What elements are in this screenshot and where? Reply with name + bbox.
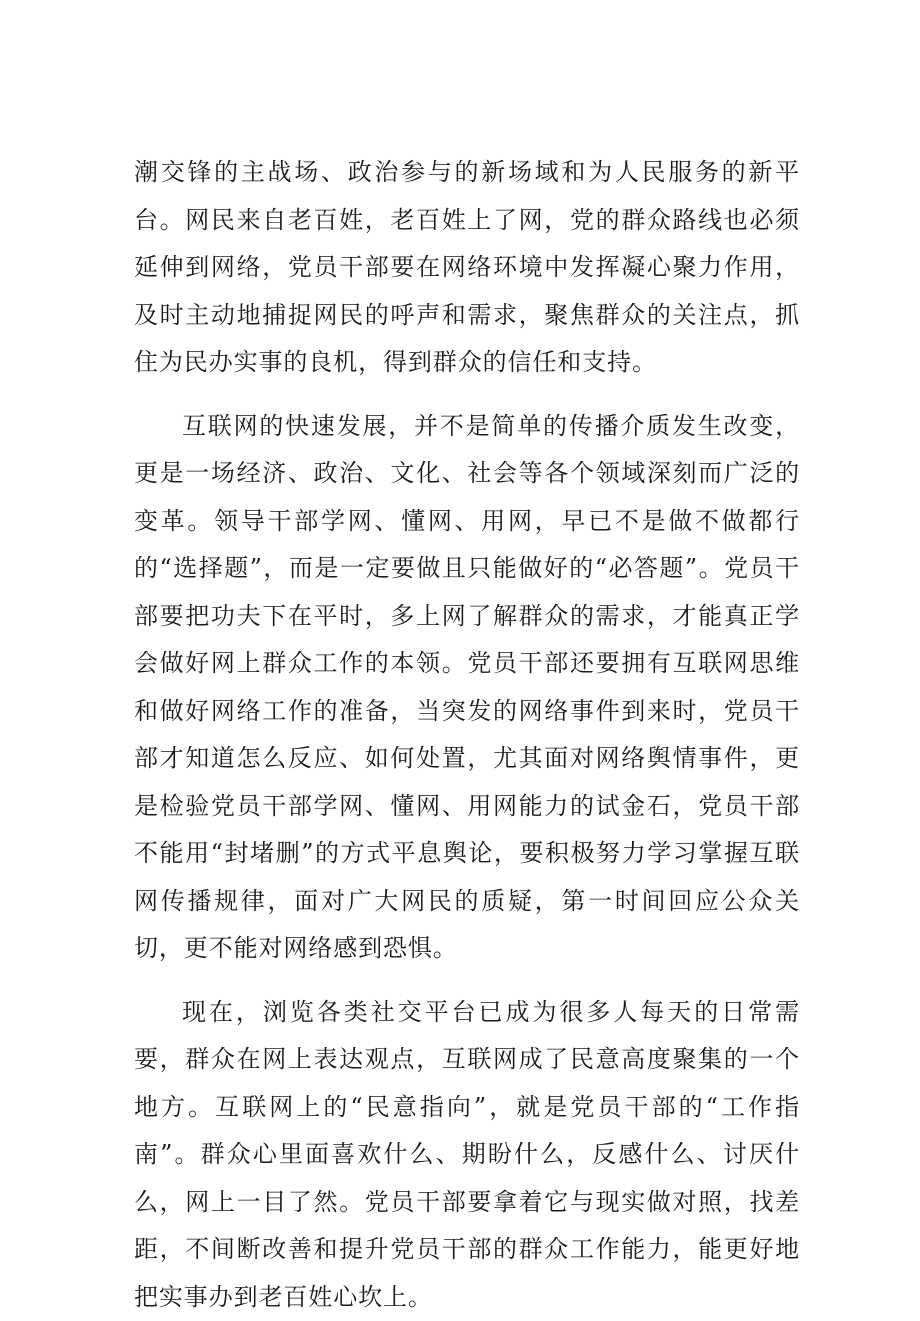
paragraph-continuation: 潮交锋的主战场、政治参与的新场域和为人民服务的新平台。网民来自老百姓，老百姓上了网，党的群众路线也必须延伸到网络，党员干部要在网络环境中发挥凝心聚力作用，及时主动地捕捉网民的呼声和需求，聚焦群众的关注点，抓住为民办实事的良机，得到群众的信任和支持。 bbox=[134, 149, 800, 387]
document-body bbox=[134, 149, 800, 1321]
paragraph-internet-development: 互联网的快速发展，并不是简单的传播介质发生改变，更是一场经济、政治、文化、社会等各个领域深刻而广泛的变革。领导干部学网、懂网、用网，早已不是做不做都行的“选择题”，而是一定要做且只能做好的“必答题”。党员干部要把功夫下在平时，多上网了解群众的需求，才能真正学会做好网上群众工作的本领。党员干部还要拥有互联网思维和做好网络工作的准备，当突发的网络事件到来时，党员干部才知道怎么反应、如何处置，尤其面对网络舆情事件，更是检验党员干部学网、懂网、用网能力的试金石，党员干部不能用“封堵删”的方式平息舆论，要积极努力学习掌握互联网传播规律，面对广大网民的质疑，第一时间回应公众关切，更不能对网络感到恐惧。 bbox=[134, 403, 800, 973]
paragraph-public-opinion: 现在，浏览各类社交平台已成为很多人每天的日常需要，群众在网上表达观点，互联网成了民意高度聚集的一个地方。互联网上的“民意指向”，就是党员干部的“工作指南”。群众心里面喜欢什么、期盼什么，反感什么、讨厌什么，网上一目了然。党员干部要拿着它与现实做对照，找差距，不间断改善和提升党员干部的群众工作能力，能更好地把实事办到老百姓心坎上。 bbox=[134, 989, 800, 1321]
